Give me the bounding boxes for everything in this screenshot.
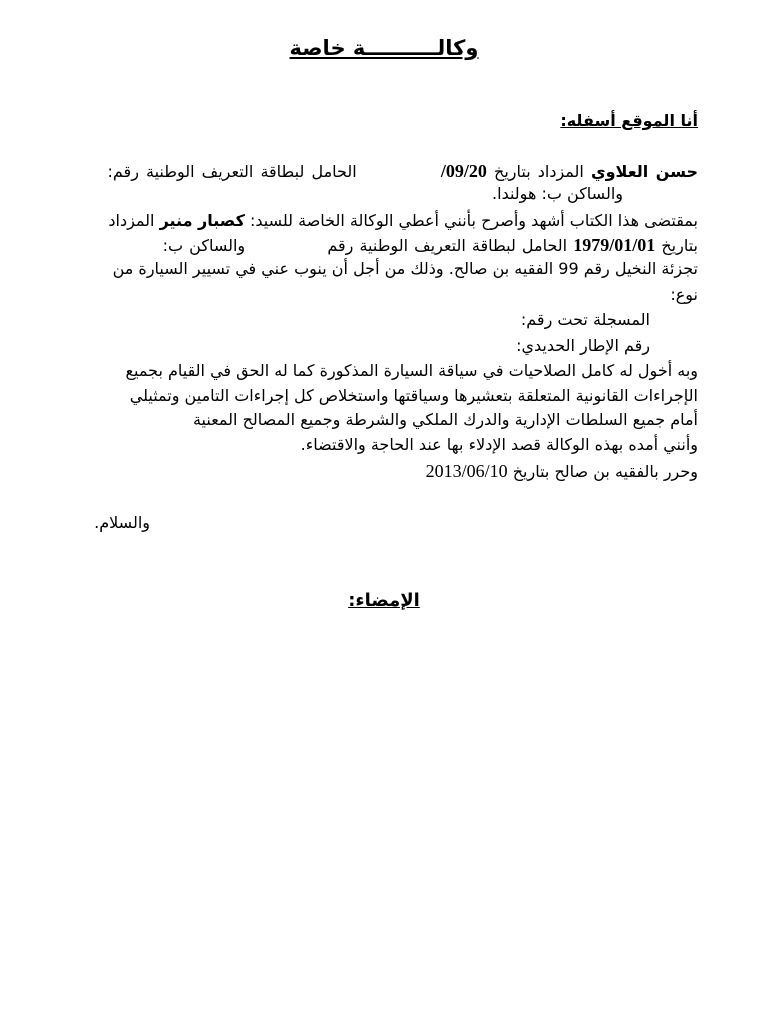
issued-date: 2013/06/10 bbox=[425, 461, 508, 481]
principal-born-date: 09/20/ bbox=[440, 161, 487, 181]
agent-details-line bbox=[163, 234, 698, 257]
powers-line-2: الإجراءات القانونية المتعلقة بتعشيرها وسياقتها واستخلاص كل إجراءات التامين وتمثيلي bbox=[129, 386, 698, 405]
agent-name: كصبار منير bbox=[159, 211, 245, 230]
registration-label: المسجلة تحت رقم: bbox=[520, 310, 650, 329]
document-title: وكالــــــــــة خاصة bbox=[289, 36, 479, 60]
agent-born-label: المزداد bbox=[108, 211, 155, 230]
closing-text: والسلام. bbox=[94, 513, 150, 532]
agent-date-prefix: بتاريخ bbox=[661, 236, 698, 255]
mandate-line bbox=[108, 210, 698, 232]
agent-address-line: تجزئة النخيل رقم 99 الفقيه بن صالح. وذلك من أجل أن ينوب عني في تسيير السيارة من bbox=[112, 259, 698, 278]
principal-id-text: الحامل لبطاقة التعريف الوطنية رقم: bbox=[107, 162, 357, 181]
agent-id-text: الحامل لبطاقة التعريف الوطنية رقم bbox=[327, 236, 568, 255]
powers-line-4: وأنني أمده بهذه الوكالة قصد الإدلاء بها عند الحاجة والاقتضاء. bbox=[300, 435, 698, 454]
principal-born-label: المزداد بتاريخ bbox=[494, 162, 584, 181]
mandate-text: بمقتضى هذا الكتاب أشهد وأصرح بأنني أعطي الوكالة الخاصة للسيد: bbox=[249, 211, 698, 230]
powers-line-3: أمام جميع السلطات الإدارية والدرك الملكي والشرطة وجميع المصالح المعنية bbox=[192, 410, 698, 429]
signature-label: الإمضاء: bbox=[348, 590, 420, 611]
agent-residence-label: والساكن ب: bbox=[162, 236, 246, 255]
principal-name: حسن العلاوي bbox=[590, 162, 698, 181]
issued-text: وحرر بالفقيه بن صالح بتاريخ bbox=[512, 462, 698, 481]
principal-line bbox=[108, 160, 698, 183]
powers-line-1: وبه أخول له كامل الصلاحيات في سياقة السيارة المذكورة كما له الحق في القيام بجميع bbox=[125, 361, 698, 380]
chassis-label: رقم الإطار الحديدي: bbox=[516, 336, 650, 355]
vehicle-type-label: نوع: bbox=[670, 285, 698, 304]
principal-residence: والساكن ب: هولندا. bbox=[492, 184, 623, 203]
issued-line bbox=[426, 460, 698, 483]
intro-heading: أنا الموقع أسفله: bbox=[560, 111, 698, 130]
agent-born-date: 1979/01/01 bbox=[573, 235, 656, 255]
